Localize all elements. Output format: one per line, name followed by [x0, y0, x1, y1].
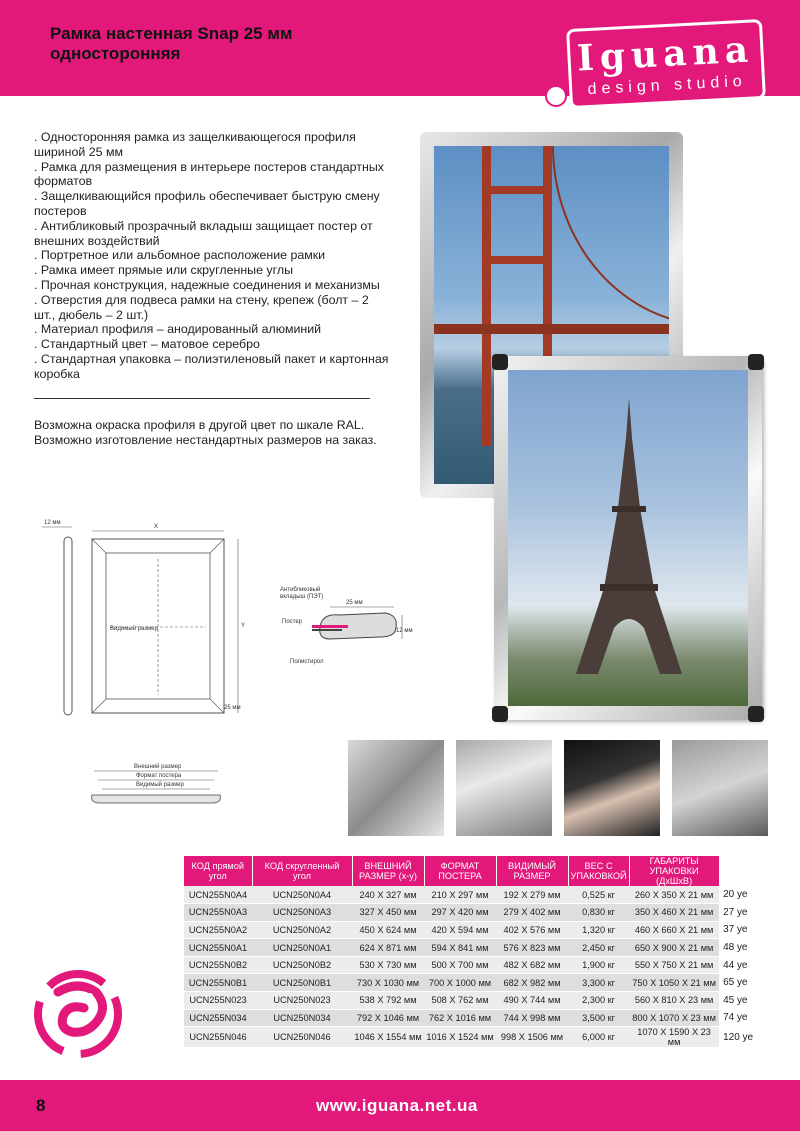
profile-photo — [348, 740, 444, 836]
table-cell-outer: 730 X 1030 мм — [352, 974, 424, 992]
feature-item: . Портретное или альбомное расположение рамки — [34, 248, 326, 263]
profile-photo — [456, 740, 552, 836]
table-cell-visible: 998 X 1506 мм — [496, 1027, 568, 1048]
header-visible-size: ВИДИМЫЙ РАЗМЕР — [496, 856, 568, 886]
table-cell-weight: 2,300 кг — [568, 992, 629, 1010]
profile-25-label: 25 мм — [346, 600, 363, 606]
poster-label: Постер — [282, 619, 303, 625]
table-cell-outer: 327 X 450 мм — [352, 904, 424, 922]
table-cell-weight: 3,300 кг — [568, 974, 629, 992]
feature-item: . Односторонняя рамка из защелкивающегося профиля шириной 25 мм — [34, 130, 356, 159]
table-cell-code1: UCN255N0A2 — [184, 921, 252, 939]
feature-item: . Отверстия для подвеса рамки на стену, крепеж (болт – 2 шт., дюбель – 2 шт.) — [34, 292, 369, 322]
table-header-row — [184, 856, 759, 886]
bridge-tower-beam — [482, 256, 552, 264]
table-cell-code1: UCN255N0B2 — [184, 956, 252, 974]
table-row — [184, 974, 759, 992]
table-cell-outer: 1046 X 1554 мм — [352, 1027, 424, 1048]
side-width-label: 12 мм — [44, 520, 61, 526]
table-cell-code1: UCN255N0A1 — [184, 939, 252, 957]
table-cell-code2: UCN250N0A2 — [252, 921, 352, 939]
feature-item: . Стандартный цвет – матовое серебро — [34, 337, 260, 352]
header-poster-format: ФОРМАТ ПОСТЕРА — [424, 856, 496, 886]
table-cell-pack: 460 X 660 X 21 мм — [629, 921, 719, 939]
table-cell-poster: 508 X 762 мм — [424, 992, 496, 1010]
table-cell-visible: 279 X 402 мм — [496, 904, 568, 922]
bridge-cable — [552, 146, 669, 326]
table-row — [184, 904, 759, 922]
footer-bar — [0, 1080, 800, 1131]
table-cell-code1: UCN255N0A3 — [184, 904, 252, 922]
iguana-mascot-icon — [28, 962, 128, 1062]
table-cell-outer: 530 X 730 мм — [352, 956, 424, 974]
table-cell-price: 44 уе — [719, 956, 759, 974]
antiglare-label: Антибликовый — [280, 587, 321, 593]
profile-photos — [348, 740, 766, 836]
table-cell-pack: 550 X 750 X 21 мм — [629, 956, 719, 974]
feature-list — [34, 130, 389, 382]
table-row — [184, 956, 759, 974]
table-cell-code1: UCN255N046 — [184, 1027, 252, 1048]
table-cell-weight: 6,000 кг — [568, 1027, 629, 1048]
table-cell-poster: 700 X 1000 мм — [424, 974, 496, 992]
visible-size-label: Видимый размер — [110, 626, 158, 632]
table-row — [184, 1009, 759, 1027]
custom-note — [34, 418, 404, 448]
table-cell-code2: UCN250N0A3 — [252, 904, 352, 922]
page-title — [50, 24, 380, 64]
table-row — [184, 939, 759, 957]
visible-size-label-2: Видимый размер — [136, 782, 184, 788]
table-cell-poster: 594 X 841 мм — [424, 939, 496, 957]
table-cell-poster: 210 X 297 мм — [424, 886, 496, 904]
table-cell-price: 120 уе — [719, 1027, 759, 1048]
y-dimension-label: Y — [241, 623, 246, 629]
table-cell-code2: UCN250N0A1 — [252, 939, 352, 957]
table-cell-pack: 560 X 810 X 23 мм — [629, 992, 719, 1010]
header-pack-size: ГАБАРИТЫ УПАКОВКИ (ДхШхВ) — [629, 856, 719, 886]
table-cell-code1: UCN255N023 — [184, 992, 252, 1010]
table-cell-code2: UCN250N0B2 — [252, 956, 352, 974]
brand-logo — [566, 19, 766, 109]
antiglare-label-2: вкладыш (ПЭТ) — [280, 594, 324, 600]
table-cell-visible: 744 X 998 мм — [496, 1009, 568, 1027]
feature-item: . Материал профиля – анодированный алюминий — [34, 322, 322, 337]
table-cell-outer: 792 X 1046 мм — [352, 1009, 424, 1027]
profile-photo-hand — [564, 740, 660, 836]
table-cell-price: 45 уе — [719, 992, 759, 1010]
header-weight: ВЕС С УПАКОВКОЙ — [568, 856, 629, 886]
table-cell-pack: 800 X 1070 X 23 мм — [629, 1009, 719, 1027]
title-line-2: односторонняя — [50, 44, 181, 63]
table-cell-code2: UCN250N023 — [252, 992, 352, 1010]
feature-item: . Защелкивающийся профиль обеспечивает быструю смену постеров — [34, 189, 380, 218]
table-cell-poster: 297 X 420 мм — [424, 904, 496, 922]
eiffel-poster-image — [508, 370, 748, 706]
table-cell-price: 37 уе — [719, 921, 759, 939]
frame-corner-icon — [492, 706, 508, 722]
table-cell-code2: UCN250N0B1 — [252, 974, 352, 992]
outer-size-label: Внешний размер — [134, 764, 182, 770]
table-cell-code2: UCN250N034 — [252, 1009, 352, 1027]
feature-item: . Рамка имеет прямые или скругленные углы — [34, 263, 293, 278]
page-number: 8 — [36, 1096, 46, 1115]
table-cell-visible: 402 X 576 мм — [496, 921, 568, 939]
table-cell-visible: 482 X 682 мм — [496, 956, 568, 974]
table-cell-weight: 0,525 кг — [568, 886, 629, 904]
table-cell-poster: 500 X 700 мм — [424, 956, 496, 974]
profile-12-label: 12 мм — [396, 628, 413, 634]
feature-item: . Прочная конструкция, надежные соединения и механизмы — [34, 277, 380, 292]
table-cell-pack: 1070 X 1590 X 23 мм — [629, 1027, 719, 1048]
table-cell-weight: 0,830 кг — [568, 904, 629, 922]
feature-item: . Антибликовый прозрачный вкладыш защищает постер от внешних воздействий — [34, 218, 373, 248]
profile-photo-corner — [672, 740, 768, 836]
table-cell-code1: UCN255N0B1 — [184, 974, 252, 992]
x-dimension-label: X — [154, 524, 159, 530]
table-cell-poster: 762 X 1016 мм — [424, 1009, 496, 1027]
frame-corner-icon — [748, 706, 764, 722]
table-cell-pack: 750 X 1050 X 21 мм — [629, 974, 719, 992]
header-price-empty — [719, 856, 759, 886]
table-cell-outer: 624 X 871 мм — [352, 939, 424, 957]
table-cell-code2: UCN250N0A4 — [252, 886, 352, 904]
table-cell-visible: 192 X 279 мм — [496, 886, 568, 904]
logo-main-text: Iguana — [575, 28, 755, 80]
table-cell-price: 74 уе — [719, 1009, 759, 1027]
divider — [34, 398, 370, 399]
table-cell-weight: 2,450 кг — [568, 939, 629, 957]
table-cell-outer: 538 X 792 мм — [352, 992, 424, 1010]
eiffel-tower-icon — [574, 398, 684, 674]
title-line-1: Рамка настенная Snap 25 мм — [50, 24, 293, 43]
table-cell-outer: 450 X 624 мм — [352, 921, 424, 939]
logo-sub-text: design studio — [587, 72, 748, 99]
table-cell-price: 20 уе — [719, 886, 759, 904]
table-cell-price: 27 уе — [719, 904, 759, 922]
table-cell-weight: 1,320 кг — [568, 921, 629, 939]
feature-item: . Стандартная упаковка – полиэтиленовый пакет и картонная коробка — [34, 351, 389, 381]
header-code-straight: КОД прямой угол — [184, 856, 252, 886]
website-link[interactable]: www.iguana.net.ua — [316, 1096, 478, 1115]
frame-corner-icon — [748, 354, 764, 370]
bridge-tower-beam — [482, 186, 552, 194]
table-cell-visible: 490 X 744 мм — [496, 992, 568, 1010]
logo-badge-icon — [545, 85, 567, 107]
feature-item: . Рамка для размещения в интерьере постеров стандартных форматов — [34, 159, 384, 189]
frame-photo-eiffel — [494, 356, 762, 720]
table-row — [184, 921, 759, 939]
specs-table — [184, 856, 760, 1048]
frame-corner-icon — [492, 354, 508, 370]
table-cell-poster: 420 X 594 мм — [424, 921, 496, 939]
table-row — [184, 886, 759, 904]
header-code-rounded: КОД скругленный угол — [252, 856, 352, 886]
table-cell-weight: 1,900 кг — [568, 956, 629, 974]
bridge-deck — [434, 324, 669, 334]
poster-format-label: Формат постера — [136, 773, 182, 779]
polystyrene-label: Полистирол — [290, 659, 324, 665]
table-cell-poster: 1016 X 1524 мм — [424, 1027, 496, 1048]
profile-width-label: 25 мм — [224, 705, 241, 711]
table-row — [184, 1027, 759, 1048]
header-outer-size: ВНЕШНИЙ РАЗМЕР (х-у) — [352, 856, 424, 886]
table-cell-price: 65 уе — [719, 974, 759, 992]
table-cell-code1: UCN255N034 — [184, 1009, 252, 1027]
table-cell-visible: 576 X 823 мм — [496, 939, 568, 957]
table-cell-pack: 350 X 460 X 21 мм — [629, 904, 719, 922]
table-cell-pack: 260 X 350 X 21 мм — [629, 886, 719, 904]
table-cell-price: 48 уе — [719, 939, 759, 957]
table-cell-visible: 682 X 982 мм — [496, 974, 568, 992]
table-cell-code1: UCN255N0A4 — [184, 886, 252, 904]
note-line-2: Возможно изготовление нестандартных размеров на заказ. — [34, 432, 377, 447]
table-cell-weight: 3,500 кг — [568, 1009, 629, 1027]
table-row — [184, 992, 759, 1010]
table-body — [184, 886, 759, 1048]
table-cell-outer: 240 X 327 мм — [352, 886, 424, 904]
table-cell-code2: UCN250N046 — [252, 1027, 352, 1048]
table-cell-pack: 650 X 900 X 21 мм — [629, 939, 719, 957]
note-line-1: Возможна окраска профиля в другой цвет по шкале RAL. — [34, 418, 365, 432]
